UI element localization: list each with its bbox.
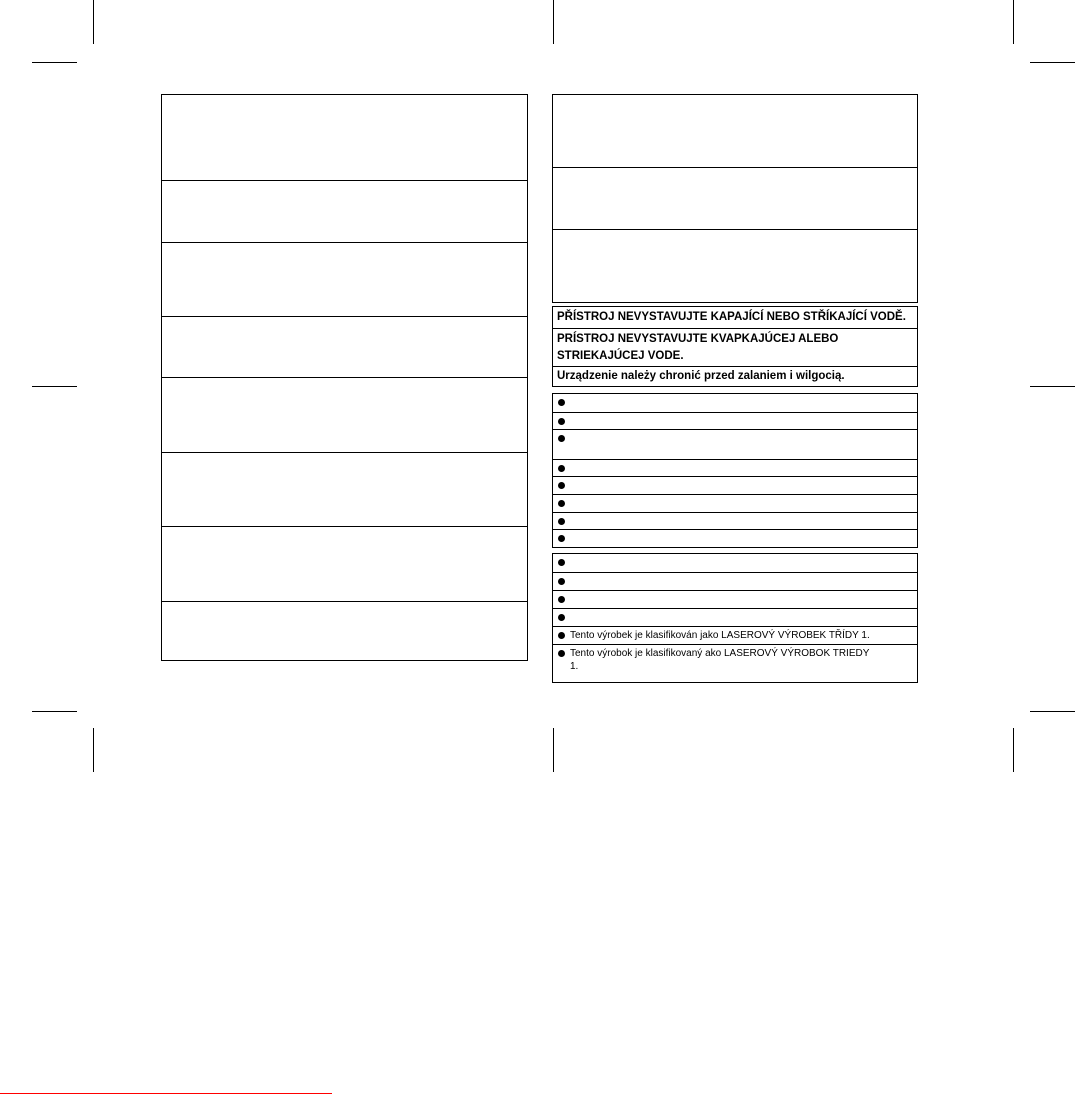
crop-mark — [93, 0, 94, 44]
warning-czech: PŘÍSTROJ NEVYSTAVUJTE KAPAJÍCÍ NEBO STŘÍKAJÍCÍ VODĚ. — [557, 311, 906, 323]
page-margin-line — [0, 1093, 332, 1094]
bullet-row — [553, 494, 917, 512]
crop-mark — [1030, 62, 1075, 63]
bullet-icon — [558, 465, 565, 472]
bullet-row — [553, 412, 917, 429]
bullet-row — [553, 608, 917, 626]
bullet-row — [553, 590, 917, 608]
bullet-row — [553, 429, 917, 459]
bullet-row — [553, 394, 917, 412]
left-empty-table — [161, 94, 528, 661]
bullet-icon — [558, 435, 565, 442]
empty-row — [162, 95, 527, 180]
crop-mark — [32, 62, 77, 63]
crop-mark — [1013, 728, 1014, 772]
bullet-list-table-2 — [552, 553, 918, 683]
bullet-icon — [558, 559, 565, 566]
warning-slovak: PRÍSTROJ NEVYSTAVUJTE KVAPKAJÚCEJ ALEBO STRIEKAJÚCEJ VODE. — [553, 328, 917, 366]
warning-polish: Urządzenie należy chronić przed zalaniem i wilgocią. — [553, 366, 917, 386]
water-warning-table — [552, 306, 918, 387]
empty-row — [162, 180, 527, 242]
bullet-icon — [558, 650, 565, 657]
crop-mark — [553, 728, 554, 772]
bullet-row — [553, 476, 917, 494]
crop-mark — [1030, 386, 1075, 387]
empty-row — [162, 377, 527, 452]
bullet-icon — [558, 399, 565, 406]
bullet-icon — [558, 500, 565, 507]
empty-row — [553, 95, 917, 167]
laser-class-czech-text: Tento výrobek je klasifikován jako LASEROVÝ VÝROBEK TŘÍDY 1. — [570, 630, 870, 641]
bullet-row — [553, 572, 917, 590]
bullet-row — [553, 459, 917, 476]
crop-mark — [1013, 0, 1014, 44]
bullet-row — [553, 529, 917, 547]
bullet-icon — [558, 596, 565, 603]
crop-mark — [32, 711, 77, 712]
empty-row — [162, 452, 527, 526]
empty-row — [162, 601, 527, 660]
bullet-icon — [558, 482, 565, 489]
laser-class-slovak — [553, 644, 917, 682]
crop-mark — [553, 0, 554, 44]
bullet-icon — [558, 578, 565, 585]
bullet-icon — [558, 518, 565, 525]
crop-mark — [32, 386, 77, 387]
empty-row — [553, 167, 917, 229]
bullet-icon — [558, 535, 565, 542]
laser-class-slovak-text: Tento výrobok je klasifikovaný ako LASEROVÝ VÝROBOK TRIEDY 1. — [570, 648, 870, 672]
right-top-empty-table — [552, 94, 918, 303]
bullet-list-table-1 — [552, 393, 918, 548]
bullet-icon — [558, 418, 565, 425]
empty-row — [162, 316, 527, 377]
laser-class-czech — [553, 626, 917, 644]
empty-row — [162, 242, 527, 316]
empty-row — [553, 229, 917, 302]
bullet-icon — [558, 614, 565, 621]
empty-row — [162, 526, 527, 601]
crop-mark — [93, 728, 94, 772]
bullet-row — [553, 554, 917, 572]
crop-mark — [1030, 711, 1075, 712]
bullet-icon — [558, 632, 565, 639]
bullet-row — [553, 512, 917, 529]
